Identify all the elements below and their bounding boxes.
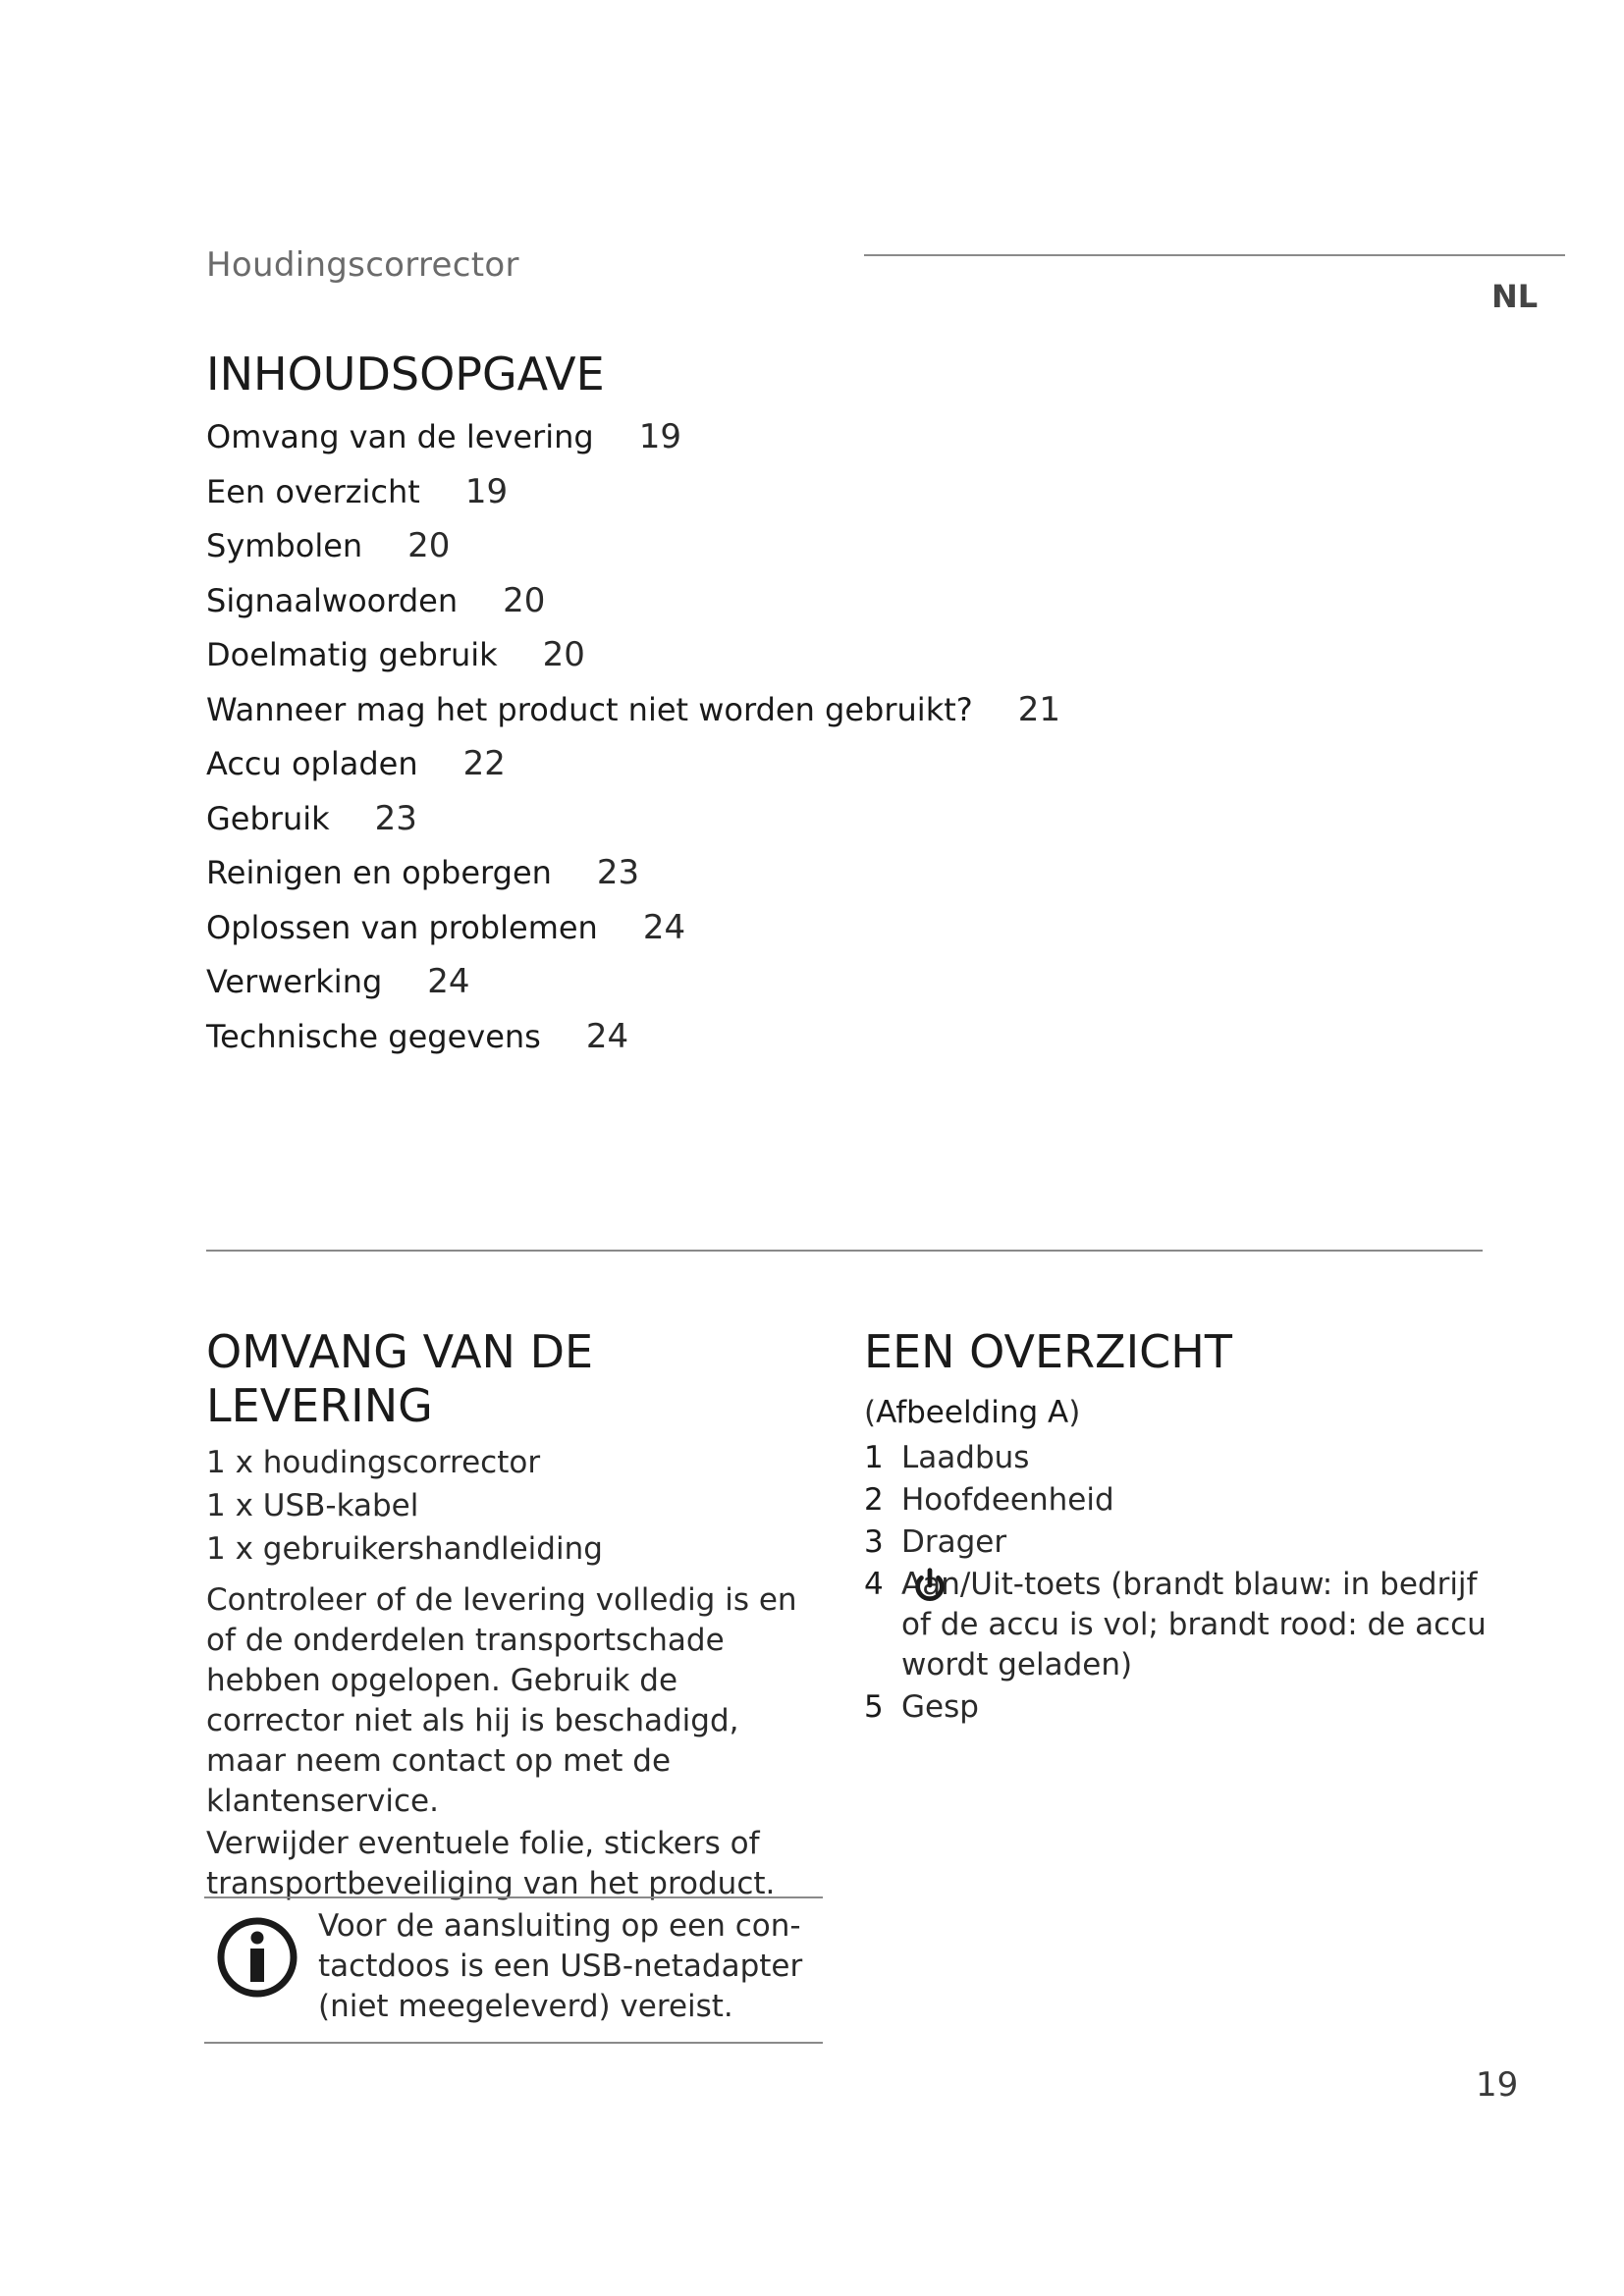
figure-paren-open: ( <box>864 1395 877 1430</box>
toc-entry-title: Wanneer mag het product niet worden gebruikt? <box>206 690 973 728</box>
delivery-item: 1 x gebruikershandleiding <box>206 1531 603 1567</box>
delivery-items <box>206 1441 825 1571</box>
info-note <box>204 1896 823 2044</box>
toc-entry[interactable] <box>206 472 1060 527</box>
toc-entry-page: 24 <box>585 1016 629 1056</box>
part-label: Drager <box>901 1524 1007 1560</box>
toc-entry[interactable] <box>206 417 1060 472</box>
toc-entry-page: 19 <box>638 417 681 456</box>
running-title: Houdingscorrector <box>206 245 519 285</box>
toc-entry-page: 23 <box>374 798 417 838</box>
toc-entry-title: Technische gegevens <box>206 1017 541 1055</box>
toc-entry[interactable] <box>206 1017 1060 1072</box>
delivery-item: 1 x houdingscorrector <box>206 1445 541 1480</box>
toc-entry[interactable] <box>206 908 1060 963</box>
toc-entry-title: Doelmatig gebruik <box>206 636 498 673</box>
part-label: Gesp <box>901 1689 979 1725</box>
delivery-title-line1: OMVANG VAN DE <box>206 1325 594 1378</box>
toc-entry-page: 24 <box>642 907 686 947</box>
toc-entry-page: 20 <box>542 635 585 674</box>
toc-list <box>206 417 1060 1071</box>
toc-entry-title: Oplossen van problemen <box>206 908 598 946</box>
language-tag: NL <box>1491 278 1539 315</box>
delivery-item: 1 x USB-kabel <box>206 1488 419 1523</box>
toc-entry-page: 20 <box>503 580 546 620</box>
toc-entry-title: Symbolen <box>206 527 363 564</box>
part-item <box>864 1522 1492 1563</box>
toc-entry-page: 23 <box>596 853 640 892</box>
page-number: 19 <box>1476 2065 1519 2105</box>
toc-entry[interactable] <box>206 853 1060 908</box>
part-number: 4 <box>864 1567 884 1602</box>
toc-entry-page: 22 <box>462 744 506 783</box>
figure-paren-close: ) <box>1068 1395 1081 1430</box>
toc-entry-title: Reinigen en opbergen <box>206 854 552 891</box>
header-rule <box>864 254 1565 256</box>
toc-entry[interactable] <box>206 690 1060 745</box>
delivery-title-line2: LEVERING <box>206 1379 433 1432</box>
toc-entry-page: 21 <box>1017 689 1061 729</box>
part-label: Laadbus <box>901 1440 1030 1475</box>
toc-entry-page: 19 <box>464 471 509 511</box>
part-item <box>864 1438 1492 1478</box>
delivery-paragraph: Verwijder eventuele folie, stickers of transportbeveiliging van het product. <box>206 1826 776 1901</box>
toc-entry[interactable] <box>206 526 1060 581</box>
part-label-wrap <box>901 1565 1492 1685</box>
figure-label: Afbeelding A <box>876 1395 1069 1430</box>
part-number: 2 <box>864 1482 884 1518</box>
toc-entry[interactable] <box>206 799 1060 854</box>
delivery-title <box>206 1325 825 1433</box>
part-number: 5 <box>864 1689 884 1725</box>
overview-section <box>864 1325 1492 1730</box>
toc-entry-title: Verwerking <box>206 963 383 1000</box>
toc-entry[interactable] <box>206 581 1060 636</box>
toc-entry-page: 24 <box>427 962 470 1001</box>
part-number: 1 <box>864 1440 884 1475</box>
info-icon <box>216 1916 298 1999</box>
power-icon <box>911 1567 948 1604</box>
toc-entry[interactable] <box>206 744 1060 799</box>
section-divider <box>206 1250 1483 1252</box>
part-item <box>864 1687 1492 1728</box>
figure-reference <box>864 1391 1492 1434</box>
parts-list <box>864 1438 1492 1728</box>
toc-entry-page: 20 <box>407 526 451 565</box>
toc-entry[interactable] <box>206 635 1060 690</box>
part-item <box>864 1565 1492 1685</box>
info-note-text: Voor de aansluiting op een con-tactdoos is een USB-netadapter (niet meegeleverd) vereist. <box>318 1908 803 2024</box>
toc-title: INHOUDSOPGAVE <box>206 347 605 400</box>
delivery-section <box>206 1325 825 1904</box>
part-number: 3 <box>864 1524 884 1560</box>
toc-entry-title: Signaalwoorden <box>206 581 459 619</box>
part-item <box>864 1480 1492 1521</box>
toc-entry-title: Gebruik <box>206 799 330 837</box>
part-label: Aan/Uit-toets (brandt blauw: in bedrijf of de accu is vol; brandt rood: de accu wordt geladen) <box>901 1567 1487 1682</box>
overview-title: EEN OVERZICHT <box>864 1325 1232 1378</box>
delivery-paragraph: Controleer of de levering volledig is en of de onderdelen transportschade hebben opgelopen. Gebruik de corrector niet als hij is beschadigd, maar neem contact op met de klantenservice. <box>206 1582 797 1819</box>
toc-entry-title: Omvang van de levering <box>206 418 594 455</box>
part-label: Hoofdeenheid <box>901 1482 1114 1518</box>
toc-entry-title: Een overzicht <box>206 472 420 510</box>
toc-entry[interactable] <box>206 962 1060 1017</box>
toc-entry-title: Accu opladen <box>206 745 418 782</box>
